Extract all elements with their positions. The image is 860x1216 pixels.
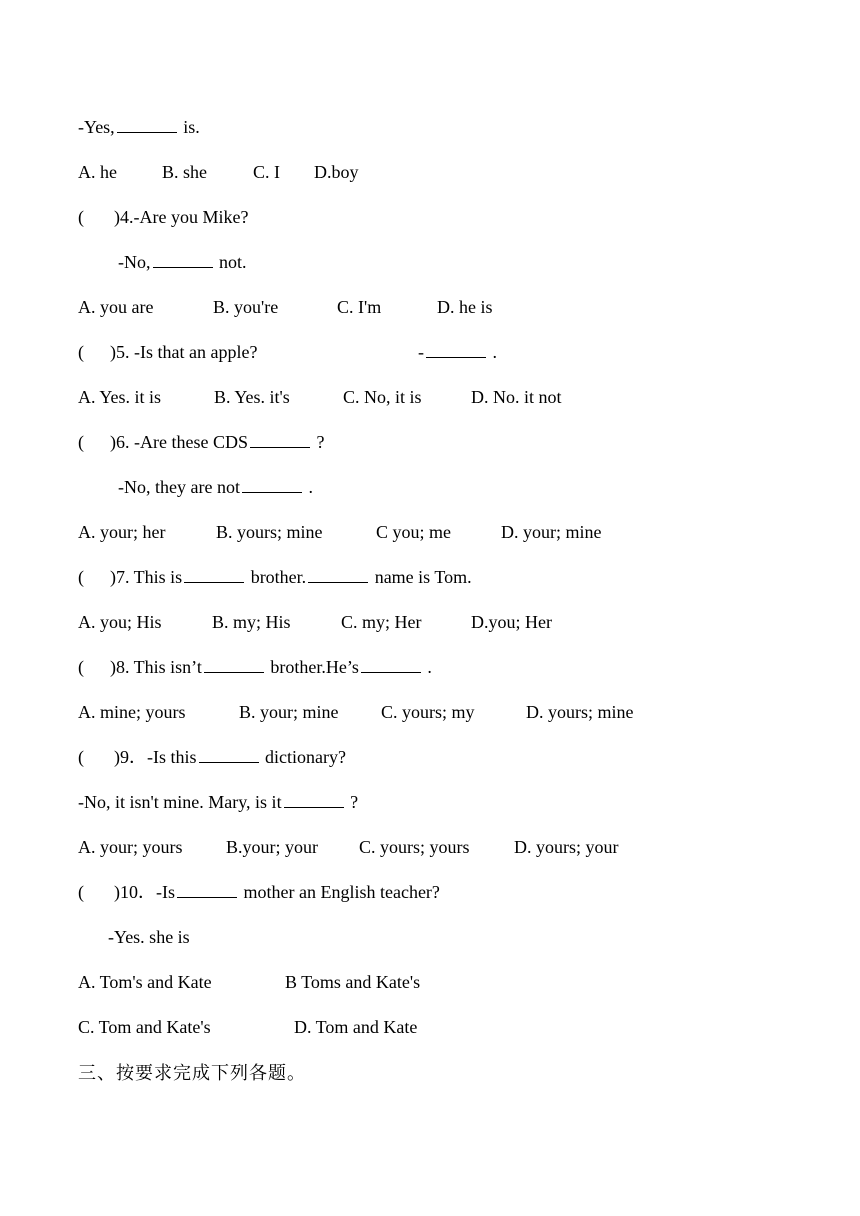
question-text: [114, 879, 440, 905]
question-mid: brother.He’s: [265, 657, 359, 677]
option-c: C. I'm: [337, 297, 382, 317]
question-mid: brother.: [246, 567, 307, 587]
answer-line-q4: [118, 249, 247, 275]
option-a: A. your; yours: [78, 837, 183, 857]
options-q3: [78, 159, 778, 185]
answer-dash: -: [418, 342, 424, 362]
option-d: D. your; mine: [501, 522, 602, 542]
option-a: A. mine; yours: [78, 702, 186, 722]
answer-text-end: .: [303, 477, 313, 497]
option-c: C. Tom and Kate's: [78, 1017, 211, 1037]
fill-blank[interactable]: [199, 746, 259, 763]
fill-blank[interactable]: [361, 656, 421, 673]
option-c: C. No, it is: [343, 387, 422, 407]
option-b: B.your; your: [226, 837, 318, 857]
options-q5: [78, 384, 778, 410]
options-q7: [78, 609, 778, 635]
answer-text-end: is.: [178, 117, 200, 137]
answer-paren: (: [78, 567, 84, 587]
fill-blank[interactable]: [177, 881, 237, 898]
answer-line-q3: [78, 114, 200, 140]
fill-blank[interactable]: [242, 476, 302, 493]
option-d: D. yours; mine: [526, 702, 634, 722]
option-b: B. she: [162, 162, 207, 182]
option-b: B Toms and Kate's: [285, 972, 421, 992]
question-text: [110, 429, 324, 455]
question-end: dictionary?: [260, 747, 346, 767]
question-text: )4.-Are you Mike?: [114, 207, 249, 227]
option-b: B. Yes. it's: [214, 387, 290, 407]
question-text: [114, 744, 346, 770]
question-text: [110, 654, 432, 680]
answer-paren: (: [78, 657, 84, 677]
option-b: B. my; His: [212, 612, 291, 632]
question-end: name is Tom.: [370, 567, 472, 587]
question-5: [78, 339, 778, 365]
answer-line-q9: [78, 789, 358, 815]
answer-paren: (: [78, 342, 84, 362]
question-text: [110, 564, 472, 590]
fill-blank[interactable]: [204, 656, 264, 673]
option-b: B. your; mine: [239, 702, 339, 722]
answer-text: -Yes. she is: [108, 927, 190, 947]
option-b: B. you're: [213, 297, 279, 317]
answer-text-end: ?: [345, 792, 359, 812]
question-10: [78, 879, 778, 905]
question-text: )5. -Is that an apple?: [110, 342, 258, 362]
fill-blank[interactable]: [426, 341, 486, 358]
option-c: C you; me: [376, 522, 451, 542]
option-d: D. he is: [437, 297, 493, 317]
option-d: D.boy: [314, 162, 359, 182]
options-q4: [78, 294, 778, 320]
question-7: [78, 564, 778, 590]
option-a: A. your; her: [78, 522, 166, 542]
fill-blank[interactable]: [308, 566, 368, 583]
question-stem: )6. -Are these CDS: [110, 432, 248, 452]
option-d: D.you; Her: [471, 612, 552, 632]
answer-text: -No, they are not: [118, 477, 240, 497]
fill-blank[interactable]: [117, 116, 177, 133]
option-b: B. yours; mine: [216, 522, 323, 542]
option-a: A. you; His: [78, 612, 162, 632]
answer-line-q6: [118, 474, 313, 500]
option-c: C. yours; my: [381, 702, 475, 722]
question-stem: )10．-Is: [114, 882, 175, 902]
options-q6: [78, 519, 778, 545]
answer-paren: (: [78, 747, 84, 767]
question-end: ?: [311, 432, 325, 452]
answer-paren: (: [78, 432, 84, 452]
options-q10-row2: [78, 1014, 778, 1040]
question-4: [78, 204, 778, 230]
option-c: C. my; Her: [341, 612, 422, 632]
fill-blank[interactable]: [153, 251, 213, 268]
answer-text: [418, 339, 497, 365]
question-end: .: [422, 657, 432, 677]
option-a: A. Yes. it is: [78, 387, 162, 407]
option-c: C. I: [253, 162, 280, 182]
options-q10-row1: [78, 969, 778, 995]
fill-blank[interactable]: [250, 431, 310, 448]
option-d: D. Tom and Kate: [294, 1017, 418, 1037]
options-q9: [78, 834, 778, 860]
answer-text-end: not.: [214, 252, 247, 272]
question-stem: )8. This isn’t: [110, 657, 202, 677]
option-c: C. yours; yours: [359, 837, 470, 857]
question-8: [78, 654, 778, 680]
option-a: A. Tom's and Kate: [78, 972, 212, 992]
question-end: mother an English teacher?: [239, 882, 440, 902]
answer-paren: (: [78, 207, 84, 227]
section-heading: 三、按要求完成下列各题。: [78, 1063, 306, 1084]
fill-blank[interactable]: [284, 791, 344, 808]
answer-line-q10: [108, 924, 190, 950]
option-d: D. yours; your: [514, 837, 619, 857]
question-9: [78, 744, 778, 770]
answer-paren: (: [78, 882, 84, 902]
answer-text: -No,: [118, 252, 151, 272]
answer-text: -No, it isn't mine. Mary, is it: [78, 792, 282, 812]
option-a: A. you are: [78, 297, 154, 317]
option-d: D. No. it not: [471, 387, 562, 407]
answer-text-end: .: [488, 342, 497, 362]
option-a: A. he: [78, 162, 117, 182]
answer-text: -Yes,: [78, 117, 115, 137]
fill-blank[interactable]: [184, 566, 244, 583]
question-stem: )9．-Is this: [114, 747, 197, 767]
options-q8: [78, 699, 778, 725]
question-6: [78, 429, 778, 455]
question-stem: )7. This is: [110, 567, 183, 587]
